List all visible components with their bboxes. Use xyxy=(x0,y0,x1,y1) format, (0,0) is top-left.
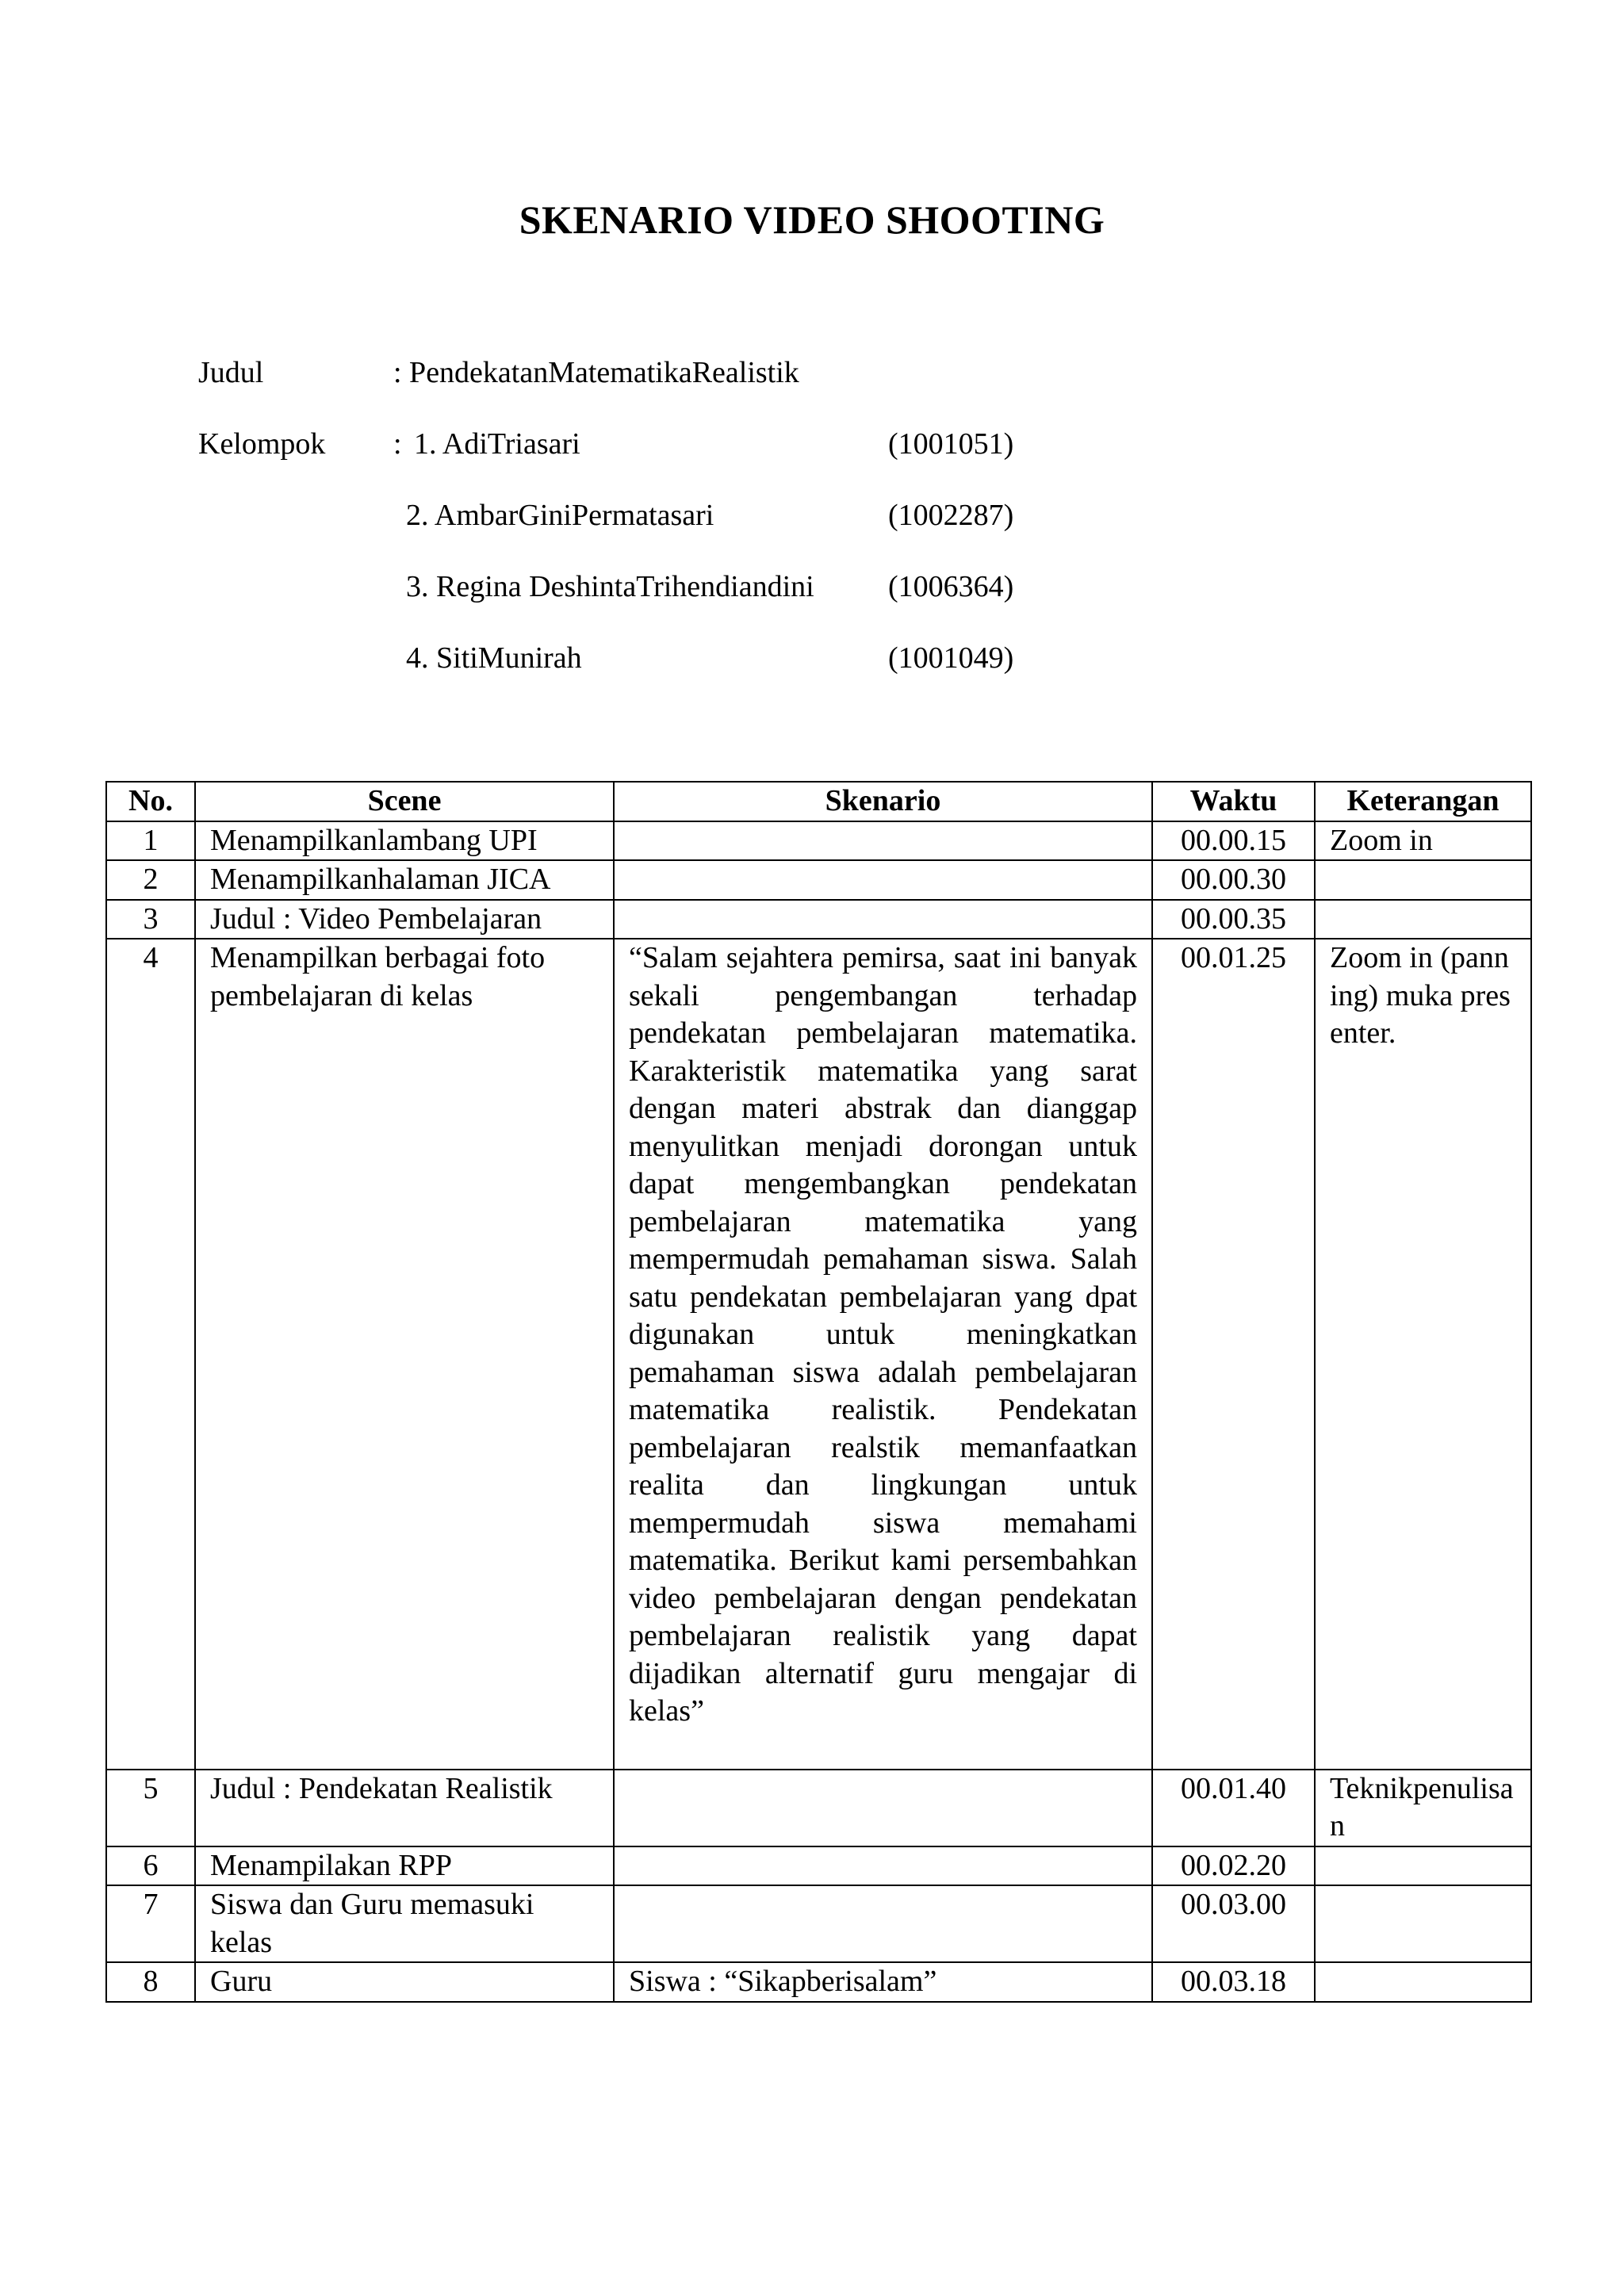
cell-scene: Judul : Pendekatan Realistik xyxy=(195,1770,614,1846)
header-waktu: Waktu xyxy=(1152,782,1315,821)
cell-scene: Siswa dan Guru memasuki kelas xyxy=(195,1885,614,1962)
cell-waktu: 00.03.18 xyxy=(1152,1962,1315,2002)
judul-label: Judul xyxy=(198,356,264,389)
cell-keterangan xyxy=(1315,900,1531,939)
table-row xyxy=(106,821,1531,861)
table-row xyxy=(106,900,1531,939)
cell-keterangan xyxy=(1315,860,1531,900)
document-title: SKENARIO VIDEO SHOOTING xyxy=(519,197,1105,242)
cell-keterangan: Zoom in xyxy=(1315,821,1531,861)
member-nim: (1001049) xyxy=(888,641,1014,675)
cell-waktu: 00.02.20 xyxy=(1152,1846,1315,1886)
judul-value: : PendekatanMatematikaRealistik xyxy=(393,356,799,389)
header-scene: Scene xyxy=(195,782,614,821)
cell-scene: Menampilkan berbagai foto pembelajaran di kelas xyxy=(195,939,614,1770)
table-row xyxy=(106,939,1531,1770)
cell-waktu: 00.01.25 xyxy=(1152,939,1315,1770)
cell-scene: Menampilkanhalaman JICA xyxy=(195,860,614,900)
cell-skenario xyxy=(614,821,1152,861)
cell-skenario xyxy=(614,1885,1152,1962)
cell-keterangan xyxy=(1315,1962,1531,2002)
member-nim: (1002287) xyxy=(888,499,1014,532)
cell-scene: Guru xyxy=(195,1962,614,2002)
cell-no: 7 xyxy=(106,1885,195,1962)
cell-no: 5 xyxy=(106,1770,195,1846)
cell-skenario xyxy=(614,1770,1152,1846)
table-row xyxy=(106,860,1531,900)
member-name: 1. AdiTriasari xyxy=(414,427,580,461)
cell-scene: Judul : Video Pembelajaran xyxy=(195,900,614,939)
cell-no: 4 xyxy=(106,939,195,1770)
cell-waktu: 00.01.40 xyxy=(1152,1770,1315,1846)
scenario-table xyxy=(105,781,1532,2003)
cell-waktu: 00.03.00 xyxy=(1152,1885,1315,1962)
cell-skenario: Siswa : “Sikapberisalam” xyxy=(614,1962,1152,2002)
header-no: No. xyxy=(106,782,195,821)
member-name: 2. AmbarGiniPermatasari xyxy=(406,499,714,532)
cell-waktu: 00.00.35 xyxy=(1152,900,1315,939)
cell-skenario xyxy=(614,900,1152,939)
cell-scene: Menampilakan RPP xyxy=(195,1846,614,1886)
member-nim: (1006364) xyxy=(888,570,1014,603)
cell-keterangan xyxy=(1315,1885,1531,1962)
cell-no: 8 xyxy=(106,1962,195,2002)
cell-no: 2 xyxy=(106,860,195,900)
cell-no: 1 xyxy=(106,821,195,861)
table-row xyxy=(106,1885,1531,1962)
member-nim: (1001051) xyxy=(888,427,1014,461)
table-row xyxy=(106,1962,1531,2002)
cell-skenario: “Salam sejahtera pemirsa, saat ini banyak sekali pengembangan terhadap pendekatan pembelajaran matematika. Karakteristik matematika yang sarat dengan materi abstrak dan dianggap menyulitkan menjadi dorongan untuk dapat mengembangkan pendekatan pembelajaran matematika yang mempermudah pemahaman siswa. Salah satu pendekatan pembelajaran yang dpat digunakan untuk meningkatkan pemahaman siswa adalah pembelajaran matematika realistik. Pendekatan pembelajaran realstik memanfaatkan realita dan lingkungan untuk mempermudah siswa memahami matematika. Berikut kami persembahkan video pembelajaran dengan pendekatan pembelajaran realistik yang dapat dijadikan alternatif guru mengajar di kelas” xyxy=(614,939,1152,1770)
cell-keterangan xyxy=(1315,1846,1531,1886)
kelompok-colon: : xyxy=(393,427,402,461)
cell-skenario xyxy=(614,1846,1152,1886)
cell-waktu: 00.00.15 xyxy=(1152,821,1315,861)
header-keterangan: Keterangan xyxy=(1315,782,1531,821)
table-row xyxy=(106,1770,1531,1846)
cell-waktu: 00.00.30 xyxy=(1152,860,1315,900)
member-name: 4. SitiMunirah xyxy=(406,641,582,675)
table-header-row xyxy=(106,782,1531,821)
cell-keterangan: Teknikpenulisan xyxy=(1315,1770,1531,1846)
cell-keterangan: Zoom in (panning) muka presenter. xyxy=(1315,939,1531,1770)
kelompok-label: Kelompok xyxy=(198,427,326,461)
header-skenario: Skenario xyxy=(614,782,1152,821)
cell-scene: Menampilkanlambang UPI xyxy=(195,821,614,861)
cell-no: 6 xyxy=(106,1846,195,1886)
cell-no: 3 xyxy=(106,900,195,939)
member-name: 3. Regina DeshintaTrihendiandini xyxy=(406,570,814,603)
cell-skenario xyxy=(614,860,1152,900)
table-row xyxy=(106,1846,1531,1886)
